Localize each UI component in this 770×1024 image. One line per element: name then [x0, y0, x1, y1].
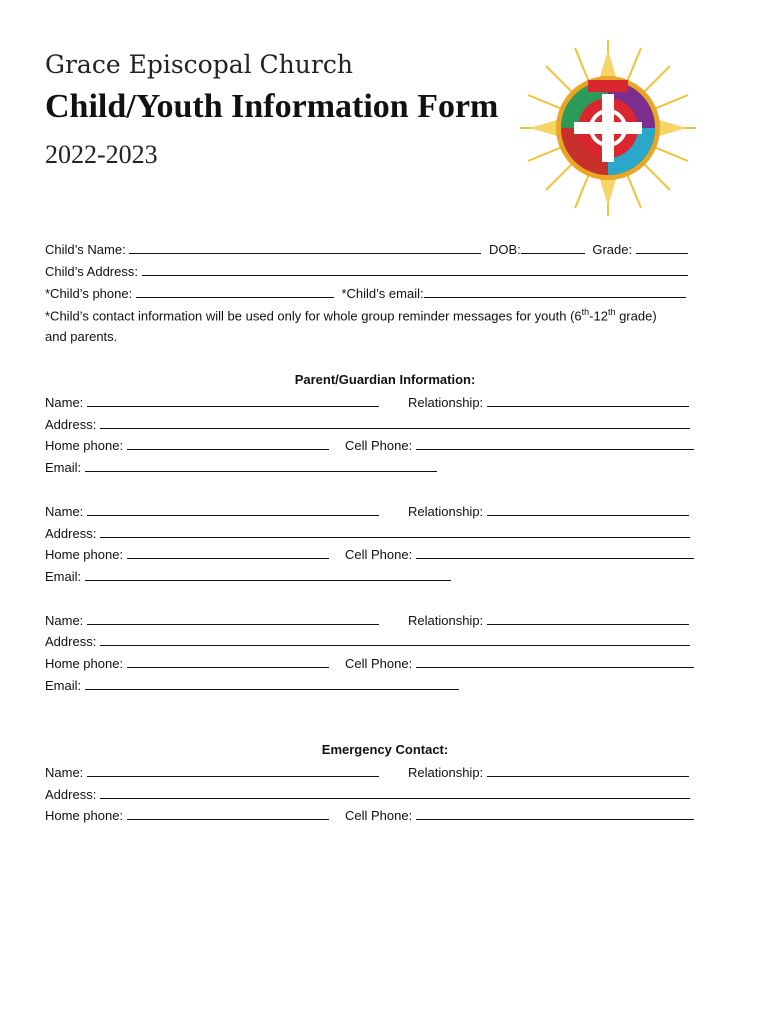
- parent2-cell-phone-field[interactable]: [416, 546, 694, 559]
- parent1-name-field[interactable]: [87, 394, 379, 407]
- parent1-name-row: Name:: [45, 394, 379, 410]
- parent3-address-row: Address:: [45, 633, 690, 649]
- parent1-home-phone-row: Home phone:: [45, 437, 329, 453]
- parent3-home-phone-row: Home phone:: [45, 655, 329, 671]
- parent1-address-field[interactable]: [100, 416, 690, 429]
- parent3-address-field[interactable]: [100, 633, 690, 646]
- contact-note-line2: and parents.: [45, 329, 118, 344]
- parent2-home-phone-row: Home phone:: [45, 546, 329, 562]
- parent1-relationship-row: Relationship:: [408, 394, 689, 410]
- child-contact-row: [45, 285, 686, 301]
- contact-note: *Child’s contact information will be used only for whole group reminder messages for youth (6th-12th grade): [45, 307, 657, 324]
- church-name: Grace Episcopal Church: [45, 50, 353, 79]
- dob-field[interactable]: [521, 241, 585, 254]
- emergency-name-field[interactable]: [87, 764, 379, 777]
- parent2-home-phone-field[interactable]: [127, 546, 329, 559]
- grade-label: Grade:: [592, 242, 633, 257]
- parent3-email-field[interactable]: [85, 677, 459, 690]
- parent2-name-field[interactable]: [87, 503, 379, 516]
- parent2-address-row: Address:: [45, 525, 690, 541]
- grade-field[interactable]: [636, 241, 688, 254]
- child-name-field[interactable]: [129, 241, 481, 254]
- emergency-address-field[interactable]: [100, 786, 690, 799]
- child-address-row: [45, 263, 688, 279]
- child-address-field[interactable]: [142, 263, 688, 276]
- parent3-relationship-row: Relationship:: [408, 612, 689, 628]
- parent1-home-phone-field[interactable]: [127, 437, 329, 450]
- parent2-relationship-field[interactable]: [487, 503, 689, 516]
- parent1-email-field[interactable]: [85, 459, 437, 472]
- parent3-home-phone-field[interactable]: [127, 655, 329, 668]
- parent2-relationship-row: Relationship:: [408, 503, 689, 519]
- parent1-email-row: Email:: [45, 459, 437, 475]
- child-phone-label: *Child’s phone:: [45, 286, 133, 301]
- child-name-label: Child’s Name:: [45, 242, 126, 257]
- emergency-section-title: Emergency Contact:: [321, 742, 449, 757]
- child-email-label: *Child’s email:: [341, 286, 424, 301]
- form-title: Child/Youth Information Form: [45, 88, 499, 125]
- parent3-name-row: Name:: [45, 612, 379, 628]
- parent1-relationship-field[interactable]: [487, 394, 689, 407]
- parent1-cell-phone-row: Cell Phone:: [345, 437, 694, 453]
- parent2-cell-phone-row: Cell Phone:: [345, 546, 694, 562]
- emergency-cell-phone-row: Cell Phone:: [345, 807, 694, 823]
- emergency-name-row: Name:: [45, 764, 379, 780]
- parent2-address-field[interactable]: [100, 525, 690, 538]
- parent2-email-field[interactable]: [85, 568, 451, 581]
- emergency-address-row: Address:: [45, 786, 690, 802]
- emergency-home-phone-row: Home phone:: [45, 807, 329, 823]
- child-phone-field[interactable]: [136, 285, 334, 298]
- parent3-name-field[interactable]: [87, 612, 379, 625]
- church-seal-logo: [520, 38, 696, 218]
- parent-section-title: Parent/Guardian Information:: [294, 372, 476, 387]
- child-email-field[interactable]: [424, 285, 686, 298]
- child-address-label: Child’s Address:: [45, 264, 138, 279]
- parent2-email-row: Email:: [45, 568, 451, 584]
- parent3-relationship-field[interactable]: [487, 612, 689, 625]
- emergency-relationship-field[interactable]: [487, 764, 689, 777]
- parent3-cell-phone-field[interactable]: [416, 655, 694, 668]
- emergency-cell-phone-field[interactable]: [416, 807, 694, 820]
- parent1-address-row: Address:: [45, 416, 690, 432]
- dob-label: DOB:: [488, 242, 521, 257]
- parent2-name-row: Name:: [45, 503, 379, 519]
- parent1-cell-phone-field[interactable]: [416, 437, 694, 450]
- child-name-row: [45, 241, 688, 257]
- emergency-relationship-row: Relationship:: [408, 764, 689, 780]
- emergency-home-phone-field[interactable]: [127, 807, 329, 820]
- parent3-cell-phone-row: Cell Phone:: [345, 655, 694, 671]
- parent3-email-row: Email:: [45, 677, 459, 693]
- form-year: 2022-2023: [45, 140, 158, 169]
